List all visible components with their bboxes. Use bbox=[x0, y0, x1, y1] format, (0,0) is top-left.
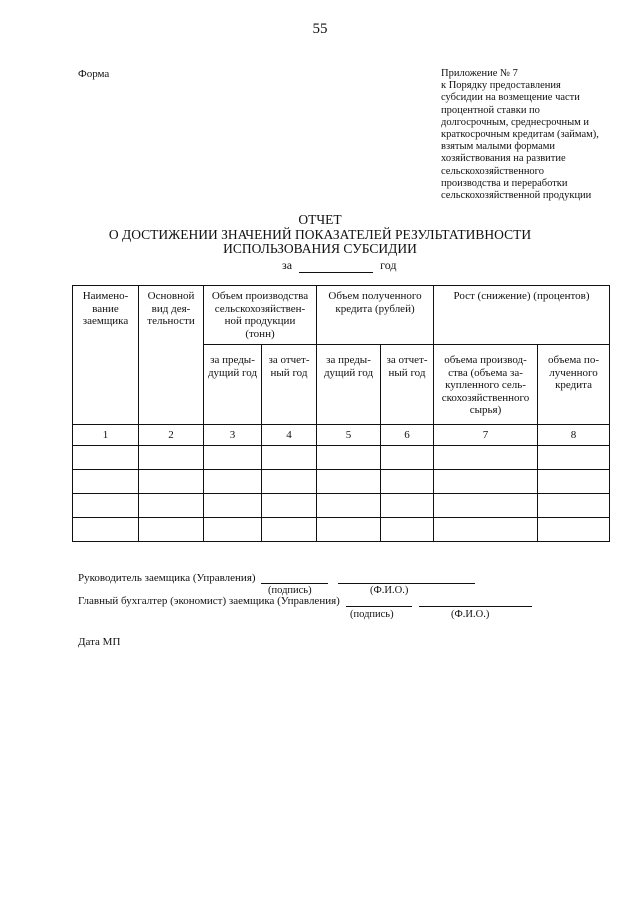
accountant-name-caption: (Ф.И.О.) bbox=[451, 609, 490, 620]
table-cell[interactable] bbox=[538, 494, 610, 518]
column-number: 7 bbox=[434, 425, 538, 446]
report-table bbox=[72, 285, 610, 542]
appendix-line: краткосрочным кредитам (займам), bbox=[441, 129, 599, 141]
header-production-report-year: за отчет- ный год bbox=[262, 345, 317, 425]
table-cell[interactable] bbox=[317, 494, 381, 518]
report-title-line: О ДОСТИЖЕНИИ ЗНАЧЕНИЙ ПОКАЗАТЕЛЕЙ РЕЗУЛЬТАТИВНОСТИ bbox=[108, 226, 532, 242]
table-cell[interactable] bbox=[317, 446, 381, 470]
appendix-line: к Порядку предоставления bbox=[441, 80, 561, 92]
accountant-label: Главный бухгалтер (экономист) заемщика (Управления) bbox=[78, 595, 340, 607]
appendix-line: долгосрочным, среднесрочным и bbox=[441, 116, 590, 128]
table-cell[interactable] bbox=[73, 446, 139, 470]
table-cell[interactable] bbox=[434, 494, 538, 518]
data-rows bbox=[73, 446, 610, 542]
table-cell[interactable] bbox=[204, 470, 262, 494]
period-prefix: за bbox=[282, 258, 293, 272]
table-cell[interactable] bbox=[434, 518, 538, 542]
header-growth-production: объема производ- ства (объема за- купленного сель- скохозяйственного сырья) bbox=[434, 345, 538, 425]
table-cell[interactable] bbox=[317, 470, 381, 494]
table-cell[interactable] bbox=[204, 446, 262, 470]
header-growth-credit: объема по- лученного кредита bbox=[538, 345, 610, 425]
appendix-line: процентной ставки по bbox=[441, 104, 540, 116]
header-credit-prev-year: за преды- дущий год bbox=[317, 345, 381, 425]
table-cell[interactable] bbox=[381, 518, 434, 542]
column-number: 4 bbox=[262, 425, 317, 446]
appendix-note bbox=[441, 68, 631, 202]
table-cell[interactable] bbox=[381, 470, 434, 494]
date-mp: Дата МП bbox=[78, 636, 121, 648]
table-cell[interactable] bbox=[262, 470, 317, 494]
table-cell[interactable] bbox=[204, 518, 262, 542]
table-cell[interactable] bbox=[139, 470, 204, 494]
header-growth: Рост (снижение) (процентов) bbox=[434, 286, 610, 345]
column-number: 6 bbox=[381, 425, 434, 446]
head-label: Руководитель заемщика (Управления) bbox=[78, 572, 256, 584]
table-row bbox=[73, 470, 610, 494]
table-cell[interactable] bbox=[538, 446, 610, 470]
appendix-line: хозяйствования на развитие bbox=[441, 153, 566, 165]
table-cell[interactable] bbox=[262, 446, 317, 470]
head-signature-blank[interactable] bbox=[261, 583, 328, 584]
header-credit-volume: Объем полученного кредита (рублей) bbox=[317, 286, 434, 345]
table-cell[interactable] bbox=[381, 494, 434, 518]
page-number: 55 bbox=[312, 21, 328, 37]
column-number: 2 bbox=[139, 425, 204, 446]
accountant-name-blank[interactable] bbox=[419, 606, 532, 607]
appendix-line: Приложение № 7 bbox=[441, 68, 518, 79]
header-main-activity: Основной вид дея- тельности bbox=[139, 286, 204, 425]
header-credit-report-year: за отчет- ный год bbox=[381, 345, 434, 425]
column-number: 3 bbox=[204, 425, 262, 446]
appendix-line: субсидии на возмещение части bbox=[441, 92, 580, 104]
column-number: 5 bbox=[317, 425, 381, 446]
appendix-line: сельскохозяйственной продукции bbox=[441, 190, 592, 202]
report-title-line: ОТЧЕТ bbox=[298, 212, 342, 227]
table-cell[interactable] bbox=[73, 494, 139, 518]
table-row bbox=[73, 518, 610, 542]
head-name-blank[interactable] bbox=[338, 583, 475, 584]
appendix-line: взятым малыми формами bbox=[441, 141, 555, 153]
table-cell[interactable] bbox=[538, 518, 610, 542]
header-production-prev-year: за преды- дущий год bbox=[204, 345, 262, 425]
appendix-line: сельскохозяйственного bbox=[441, 165, 544, 177]
table-cell[interactable] bbox=[262, 494, 317, 518]
table-cell[interactable] bbox=[73, 470, 139, 494]
report-title bbox=[0, 213, 640, 257]
accountant-signature-blank[interactable] bbox=[346, 606, 412, 607]
head-signature-line bbox=[78, 572, 475, 586]
accountant-sign-caption: (подпись) bbox=[350, 609, 394, 620]
table-cell[interactable] bbox=[204, 494, 262, 518]
table-cell[interactable] bbox=[434, 470, 538, 494]
table-cell[interactable] bbox=[139, 494, 204, 518]
table-row bbox=[73, 494, 610, 518]
column-number-row bbox=[73, 425, 610, 446]
header-borrower-name: Наимено- вание заемщика bbox=[73, 286, 139, 425]
report-period bbox=[282, 258, 396, 272]
table-cell[interactable] bbox=[381, 446, 434, 470]
table-cell[interactable] bbox=[262, 518, 317, 542]
table-cell[interactable] bbox=[73, 518, 139, 542]
table-row bbox=[73, 446, 610, 470]
table-cell[interactable] bbox=[317, 518, 381, 542]
table-header-row bbox=[73, 286, 610, 345]
head-name-caption: (Ф.И.О.) bbox=[370, 585, 409, 596]
column-number: 8 bbox=[538, 425, 610, 446]
head-sign-caption: (подпись) bbox=[268, 585, 312, 596]
report-title-line: ИСПОЛЬЗОВАНИЯ СУБСИДИИ bbox=[223, 241, 417, 256]
table-cell[interactable] bbox=[139, 518, 204, 542]
period-suffix: год bbox=[380, 258, 397, 272]
appendix-line: производства и переработки bbox=[441, 177, 568, 189]
table-cell[interactable] bbox=[139, 446, 204, 470]
accountant-signature-line bbox=[78, 595, 532, 609]
period-blank[interactable] bbox=[299, 272, 373, 273]
column-number: 1 bbox=[73, 425, 139, 446]
table-cell[interactable] bbox=[538, 470, 610, 494]
header-production-volume: Объем производства сельскохозяйствен- ной продукции (тонн) bbox=[204, 286, 317, 345]
form-label: Форма bbox=[78, 68, 110, 80]
table-cell[interactable] bbox=[434, 446, 538, 470]
